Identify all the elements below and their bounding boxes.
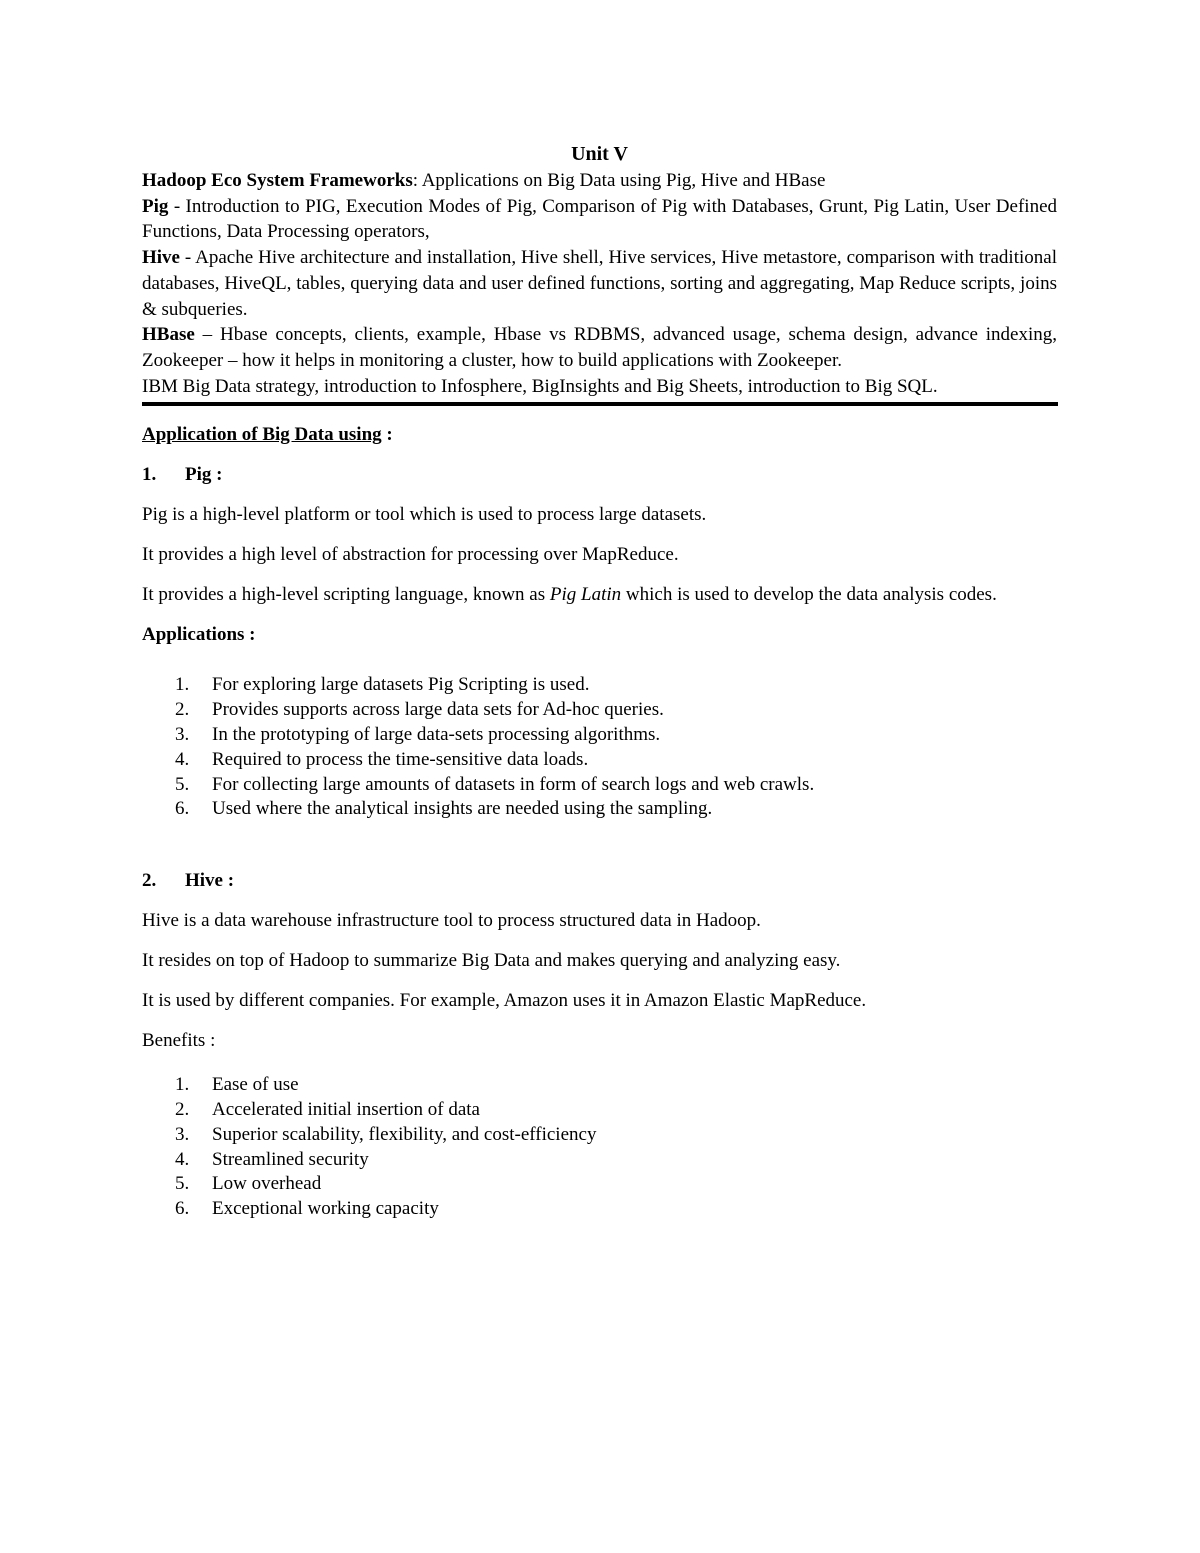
list-item-text: Streamlined security [212, 1148, 369, 1170]
list-item-text: Superior scalability, flexibility, and cost-efficiency [212, 1123, 597, 1145]
syllabus-block [142, 168, 1057, 399]
applications-heading: Applications : [142, 624, 256, 646]
hive-label: Hive [142, 247, 180, 269]
list-item-number: 6. [175, 798, 190, 820]
list-item-text: Required to process the time-sensitive data loads. [212, 748, 589, 770]
list-item [142, 748, 1057, 773]
list-item-number: 2. [175, 1098, 190, 1120]
application-heading-underlined: Application of Big Data using [142, 424, 382, 446]
list-item-number: 6. [175, 1198, 190, 1220]
list-item-number: 5. [175, 1173, 190, 1195]
pig-para-3-after: which is used to develop the data analysis codes. [621, 584, 997, 606]
list-item-number: 1. [175, 674, 190, 696]
hive-para-1: Hive is a data warehouse infrastructure tool to process structured data in Hadoop. [142, 910, 761, 932]
list-item [142, 673, 1057, 698]
list-item-text: For exploring large datasets Pig Scripting is used. [212, 674, 590, 696]
list-item-number: 3. [175, 723, 190, 745]
list-item-text: Provides supports across large data sets for Ad-hoc queries. [212, 699, 664, 721]
list-item [142, 1073, 1057, 1098]
list-item-number: 3. [175, 1123, 190, 1145]
benefits-heading: Benefits : [142, 1030, 216, 1052]
list-item [142, 698, 1057, 723]
hive-text: - Apache Hive architecture and installation, Hive shell, Hive services, Hive metastore, comparison with traditional databases, HiveQL, tables, querying data and user defined functions, sorting and aggregating, Map Reduce scripts, joins & subqueries. [142, 247, 1057, 320]
frameworks-text: : Applications on Big Data using Pig, Hive and HBase [412, 170, 826, 191]
syllabus-hbase [142, 322, 1057, 373]
document-page [142, 140, 1057, 1222]
benefits-list [142, 1073, 1057, 1222]
hive-para-2: It resides on top of Hadoop to summarize Big Data and makes querying and analyzing easy. [142, 950, 841, 972]
unit-title: Unit V [571, 143, 628, 165]
pig-section-title: Pig : [185, 464, 223, 486]
hive-para-3: It is used by different companies. For example, Amazon uses it in Amazon Elastic MapReduce. [142, 990, 867, 1012]
horizontal-rule [142, 402, 1058, 406]
pig-section-body [142, 495, 1057, 615]
syllabus-ibm: IBM Big Data strategy, introduction to Infosphere, BigInsights and Big Sheets, introduction to Big SQL. [142, 375, 938, 397]
list-item-text: For collecting large amounts of datasets in form of search logs and web crawls. [212, 773, 815, 795]
application-heading [142, 421, 1057, 449]
frameworks-label: Hadoop Eco System Frameworks [142, 170, 413, 191]
pig-section-heading [142, 461, 1057, 489]
hive-section-body [142, 901, 1057, 1061]
list-item-number: 4. [175, 1148, 190, 1170]
hbase-label: HBase [142, 324, 195, 346]
list-item [142, 773, 1057, 798]
list-item-text: In the prototyping of large data-sets processing algorithms. [212, 723, 661, 745]
list-item [142, 1098, 1057, 1123]
syllabus-frameworks [142, 168, 1057, 194]
syllabus-pig [142, 194, 1057, 245]
pig-latin-term: Pig Latin [549, 584, 622, 606]
pig-para-3 [142, 575, 1057, 615]
pig-text: - Introduction to PIG, Execution Modes of Pig, Comparison of Pig with Databases, Grunt, Pig Latin, User Defined Functions, Data Processing operators, [142, 195, 1057, 243]
list-item-text: Exceptional working capacity [212, 1198, 439, 1220]
applications-list [142, 673, 1057, 822]
list-item-number: 5. [175, 773, 190, 795]
list-item [142, 1172, 1057, 1197]
hbase-text: – Hbase concepts, clients, example, Hbase vs RDBMS, advanced usage, schema design, advance indexing, Zookeeper – how it helps in monitoring a cluster, how to build applications with Zookeeper. [142, 324, 1057, 371]
list-item-text: Accelerated initial insertion of data [212, 1098, 480, 1120]
list-item-text: Used where the analytical insights are needed using the sampling. [212, 798, 713, 820]
hive-section-title: Hive : [185, 870, 235, 892]
list-item [142, 797, 1057, 822]
list-item-number: 2. [175, 699, 190, 721]
list-item [142, 1148, 1057, 1173]
syllabus-hive [142, 245, 1057, 322]
list-item-text: Ease of use [212, 1074, 299, 1096]
list-item-text: Low overhead [212, 1173, 322, 1195]
list-item [142, 1197, 1057, 1222]
pig-section-number: 1. [142, 464, 157, 486]
pig-para-1: Pig is a high-level platform or tool which is used to process large datasets. [142, 504, 707, 526]
list-item [142, 1123, 1057, 1148]
pig-para-3-before: It provides a high-level scripting language, known as [142, 584, 550, 606]
pig-para-2: It provides a high level of abstraction for processing over MapReduce. [142, 544, 679, 566]
application-heading-suffix: : [381, 424, 393, 446]
hive-section-number: 2. [142, 870, 157, 892]
list-item [142, 723, 1057, 748]
list-item-number: 1. [175, 1074, 190, 1096]
list-item-number: 4. [175, 748, 190, 770]
hive-section-heading [142, 867, 1057, 895]
pig-label: Pig [142, 195, 169, 217]
